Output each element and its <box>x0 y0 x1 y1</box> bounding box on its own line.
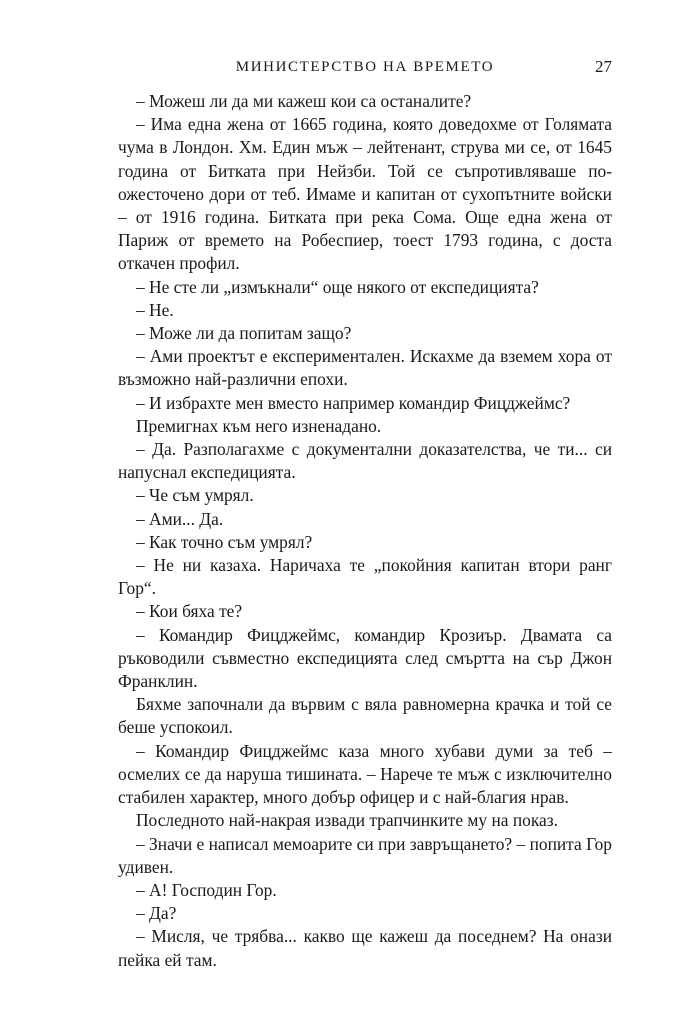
paragraph: Премигнах към него изненадано. <box>136 415 382 436</box>
paragraph: – Да? <box>136 903 177 924</box>
paragraph: – Ами проектът е експериментален. Искахме да вземем хора от възможно най-различни епохи. <box>118 346 612 390</box>
paragraph: – Значи е написал мемоарите си при завръщането? – попита Гор удивен. <box>118 833 612 877</box>
paragraph: – Можеш ли да ми кажеш кои са останалите? <box>136 91 472 111</box>
paragraph: – Може ли да попитам защо? <box>136 323 352 344</box>
page-number: 27 <box>595 57 612 76</box>
paragraph: – Как точно съм умрял? <box>136 531 313 552</box>
paragraph: Бяхме започнали да вървим с вяла равномерна крачка и той се беше успокоил. <box>118 694 612 738</box>
body-text <box>118 90 612 972</box>
paragraph: – Че съм умрял. <box>136 485 254 506</box>
paragraph: – Да. Разполагахме с документални доказателства, че ти... си напуснал експедицията. <box>118 439 612 483</box>
paragraph: Последното най-накрая извади трапчинките му на показ. <box>136 810 558 831</box>
paragraph: – А! Господин Гор. <box>136 879 277 900</box>
paragraph: – И избрахте мен вместо например командир Фицджеймс? <box>136 392 571 413</box>
paragraph: – Командир Фицджеймс, командир Крозиър. Двамата са ръководили съвместно експедицията след смъртта на сър Джон Франклин. <box>118 624 612 692</box>
paragraph: – Има една жена от 1665 година, която доведохме от Голямата чума в Лондон. Хм. Един мъж – лейтенант, струва ми се, от 1645 година от Битката при Нейзби. Той се съпротивляваше по-ожесточено дори от теб. Имаме и капитан от сухопътните войски – от 1916 година. Битката при река Сома. Още една жена от Париж от времето на Робеспиер, тоест 1793 година, с доста откачен профил. <box>118 114 612 274</box>
running-title: МИНИСТЕРСТВО НА ВРЕМЕТО <box>235 59 495 75</box>
paragraph: – Не. <box>136 299 174 320</box>
paragraph: – Кои бяха те? <box>136 601 243 622</box>
paragraph: – Мисля, че трябва... какво ще кажеш да поседнем? На онази пейка ей там. <box>118 926 612 970</box>
paragraph: – Ами... Да. <box>136 508 224 529</box>
paragraph: – Командир Фицджеймс каза много хубави думи за теб – осмелих се да наруша тишината. – Нарече те мъж с изключително стабилен характер, много добър офицер и с най-благия нрав. <box>118 740 612 808</box>
paragraph: – Не ни казаха. Наричаха те „покойния капитан втори ранг Гор“. <box>118 555 612 599</box>
running-head <box>118 54 612 80</box>
paragraph: – Не сте ли „измъкнали“ още някого от експедицията? <box>136 276 539 297</box>
